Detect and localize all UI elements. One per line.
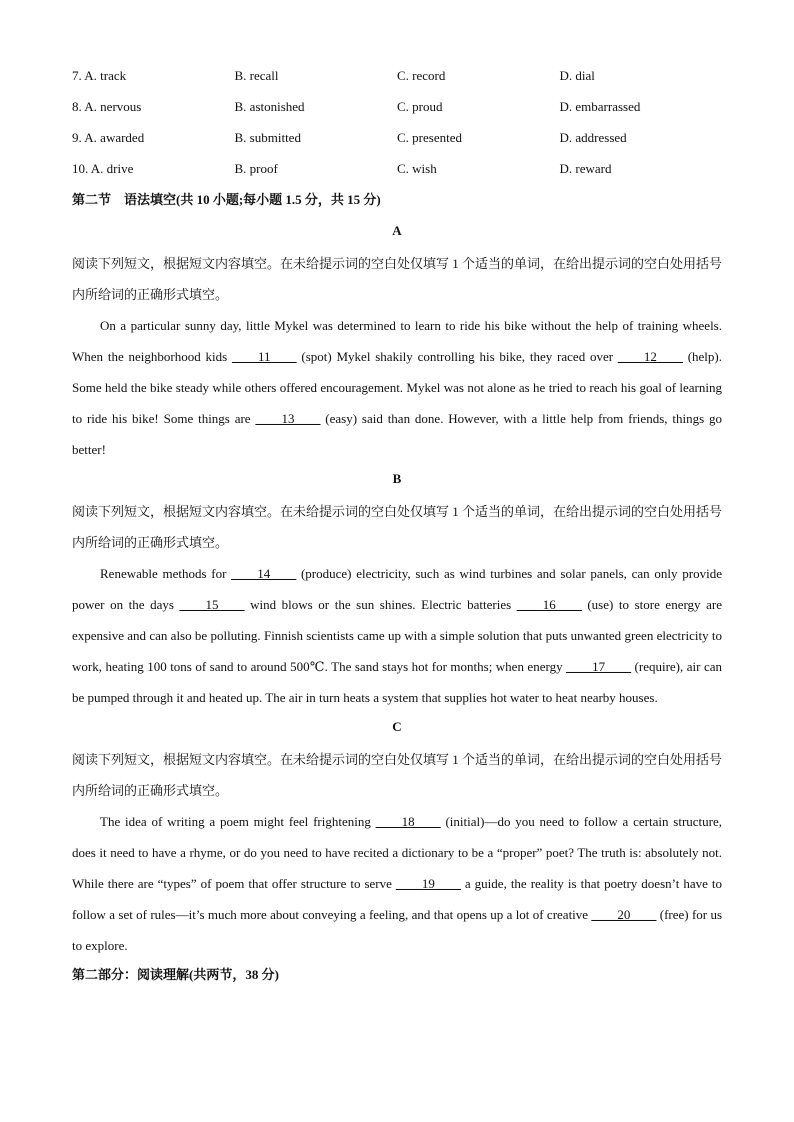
passage-c-instruction: 阅读下列短文，根据短文内容填空。在未给提示词的空白处仅填写 1 个适当的单词，在给出提示词的空白处用括号内所给词的正确形式填空。	[72, 752, 723, 798]
blank-19: ____19____	[395, 876, 461, 891]
option-b: B. astonished	[234, 99, 305, 114]
option-d: D. reward	[559, 161, 612, 176]
option-b: B. recall	[234, 68, 279, 83]
passage-a-instruction: 阅读下列短文，根据短文内容填空。在未给提示词的空白处仅填写 1 个适当的单词，在给出提示词的空白处用括号内所给词的正确形式填空。	[72, 256, 723, 302]
part-2-title: 第二部分：阅读理解(共两节，38 分)	[72, 967, 279, 982]
option-c: C. proud	[397, 99, 443, 114]
passage-c-text: The idea of writing a poem might feel frightening ____18____ (initial)—do you need to follow a certain structure, does it need to have a rhyme, or do you need to have recited a dictionary to be a “proper” poet? The truth is: absolutely not. While there are “types” of poem that offer structure to serve ____19____ a guide, the reality is that poetry doesn’t have to follow a set of rules—it’s much more about conveying a feeling, and that opens up a lot of creative ____20____ (free) for us to explore.	[72, 814, 723, 953]
passage-b-text: Renewable methods for ____14____ (produce) electricity, such as wind turbines and solar panels, can only provide power on the days ____15____ wind blows or the sun shines. Electric batteries ____16____ (use) to store energy are expensive and can also be polluting. Finnish scientists came up with a simple solution that puts unwanted green electricity to work, heating 100 tons of sand to around 500℃. The sand stays hot for months; when energy ____17____ (require), air can be pumped through it and heated up. The air in turn heats a system that supplies hot water to heat nearby houses.	[72, 566, 723, 705]
option-a: 8. A. nervous	[72, 99, 142, 114]
blank-15: ____15____	[179, 597, 245, 612]
option-c: C. record	[397, 68, 446, 83]
option-d: D. dial	[559, 68, 595, 83]
option-b: B. proof	[234, 161, 278, 176]
option-a: 9. A. awarded	[72, 130, 145, 145]
passage-b-instruction: 阅读下列短文，根据短文内容填空。在未给提示词的空白处仅填写 1 个适当的单词，在给出提示词的空白处用括号内所给词的正确形式填空。	[72, 504, 723, 550]
blank-18: ____18____	[375, 814, 441, 829]
section-2-title: 第二节 语法填空(共 10 小题;每小题 1.5 分，共 15 分)	[72, 192, 381, 207]
passage-c-heading: C	[392, 719, 402, 734]
option-c: C. wish	[397, 161, 437, 176]
option-a: 10. A. drive	[72, 161, 134, 176]
option-b: B. submitted	[234, 130, 301, 145]
passage-b-heading: B	[392, 471, 402, 486]
option-d: D. addressed	[559, 130, 627, 145]
option-d: D. embarrassed	[559, 99, 641, 114]
passage-a-heading: A	[392, 223, 402, 238]
blank-20: ____20____	[591, 907, 657, 922]
passage-a-text: On a particular sunny day, little Mykel was determined to learn to ride his bike without the help of training wheels. When the neighborhood kids ____11____ (spot) Mykel shakily controlling his bike, they raced over ____12____ (help). Some held the bike steady while others offered encouragement. Mykel was not alone as he tried to reach his goal of learning to ride his bike! Some things are ____13____ (easy) said than done. However, with a little help from friends, things go better!	[72, 318, 723, 457]
question-9-options	[72, 124, 722, 155]
option-a: 7. A. track	[72, 68, 127, 83]
exam-page	[72, 62, 722, 992]
blank-11: ____11____	[232, 349, 297, 364]
option-c: C. presented	[397, 130, 462, 145]
blank-17: ____17____	[566, 659, 632, 674]
blank-12: ____12____	[617, 349, 683, 364]
blank-13: ____13____	[255, 411, 321, 426]
question-7-options	[72, 62, 722, 93]
question-8-options	[72, 93, 722, 124]
blank-14: ____14____	[231, 566, 297, 581]
blank-16: ____16____	[516, 597, 582, 612]
question-10-options	[72, 155, 722, 186]
